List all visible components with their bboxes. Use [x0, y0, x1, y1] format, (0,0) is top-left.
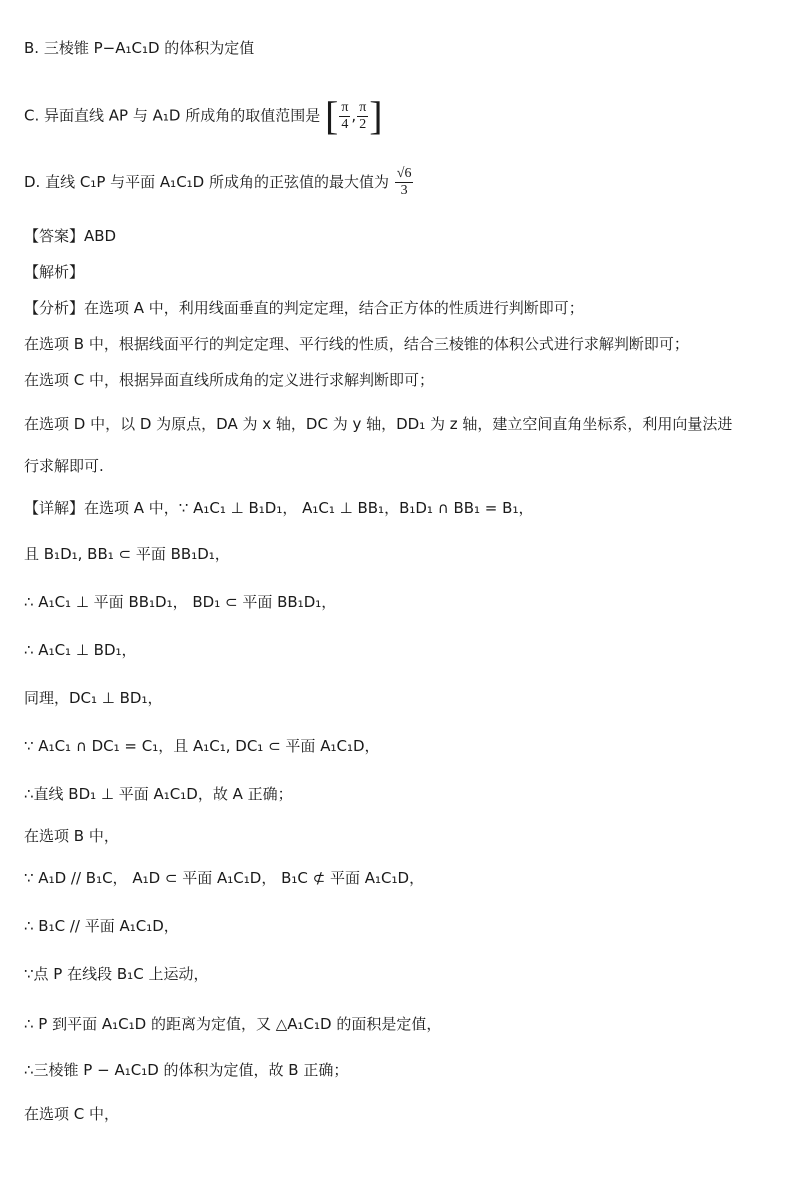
detail-8: 在选项 B 中， — [24, 827, 119, 845]
fraction-pi-over-2 — [357, 100, 368, 133]
option-c-line — [24, 93, 784, 138]
detail-12: ∴ P 到平面 A₁C₁D 的距离为定值，又 △A₁C₁D 的面积是定值， — [24, 1015, 442, 1033]
fraction-pi-over-4 — [339, 100, 350, 133]
option-c-text: C. 异面直线 AP 与 A₁D 所成角的取值范围是 — [24, 106, 321, 125]
analysis-d-2: 行求解即可. — [24, 457, 104, 475]
analysis-a: 【分析】在选项 A 中，利用线面垂直的判定定理，结合正方体的性质进行判断即可； — [24, 299, 584, 317]
analysis-d-1: 在选项 D 中，以 D 为原点，DA 为 x 轴，DC 为 y 轴，DD₁ 为 z 轴，建立空间直角坐标系，利用向量法进 — [24, 415, 733, 433]
frac-numerator: π — [359, 99, 367, 115]
left-bracket: [ — [325, 93, 339, 138]
analysis-b: 在选项 B 中，根据线面平行的判定定理、平行线的性质，结合三棱锥的体积公式进行求解判断即可； — [24, 335, 689, 353]
fraction-sqrt6-over-3 — [395, 166, 414, 199]
frac-numerator: π — [341, 99, 349, 115]
detail-4: ∴ A₁C₁ ⊥ BD₁， — [24, 641, 137, 659]
comma: , — [351, 106, 357, 125]
detail-6: ∵ A₁C₁ ∩ DC₁ = C₁，且 A₁C₁, DC₁ ⊂ 平面 A₁C₁D， — [24, 737, 380, 755]
option-d-text: D. 直线 C₁P 与平面 A₁C₁D 所成角的正弦值的最大值为 — [24, 173, 390, 191]
detail-11: ∵点 P 在线段 B₁C 上运动， — [24, 965, 209, 983]
detail-2: 且 B₁D₁, BB₁ ⊂ 平面 BB₁D₁， — [24, 545, 230, 563]
frac-denominator: 3 — [400, 183, 408, 198]
detail-1: 【详解】在选项 A 中，∵ A₁C₁ ⊥ B₁D₁， A₁C₁ ⊥ BB₁，B₁D₁ ∩ BB₁ = B₁， — [24, 499, 534, 517]
detail-14: 在选项 C 中， — [24, 1105, 120, 1123]
right-bracket: ] — [369, 93, 383, 138]
detail-7: ∴直线 BD₁ ⊥ 平面 A₁C₁D，故 A 正确； — [24, 785, 293, 803]
frac-denominator: 2 — [359, 116, 367, 132]
frac-denominator: 4 — [341, 116, 349, 132]
detail-3: ∴ A₁C₁ ⊥ 平面 BB₁D₁， BD₁ ⊂ 平面 BB₁D₁， — [24, 593, 337, 611]
analysis-c: 在选项 C 中，根据异面直线所成角的定义进行求解判断即可； — [24, 371, 435, 389]
analysis-heading: 【解析】 — [24, 263, 85, 281]
option-d-line — [24, 166, 784, 199]
detail-10: ∴ B₁C // 平面 A₁C₁D， — [24, 917, 179, 935]
detail-9: ∵ A₁D // B₁C， A₁D ⊂ 平面 A₁C₁D， B₁C ⊄ 平面 A₁C₁D， — [24, 869, 425, 887]
answer-line: 【答案】ABD — [24, 227, 117, 245]
frac-numerator: √6 — [396, 166, 412, 181]
detail-5: 同理，DC₁ ⊥ BD₁， — [24, 689, 163, 707]
detail-13: ∴三棱锥 P − A₁C₁D 的体积为定值，故 B 正确； — [24, 1061, 349, 1079]
option-b-line: B. 三棱锥 P−A₁C₁D 的体积为定值 — [24, 39, 255, 57]
